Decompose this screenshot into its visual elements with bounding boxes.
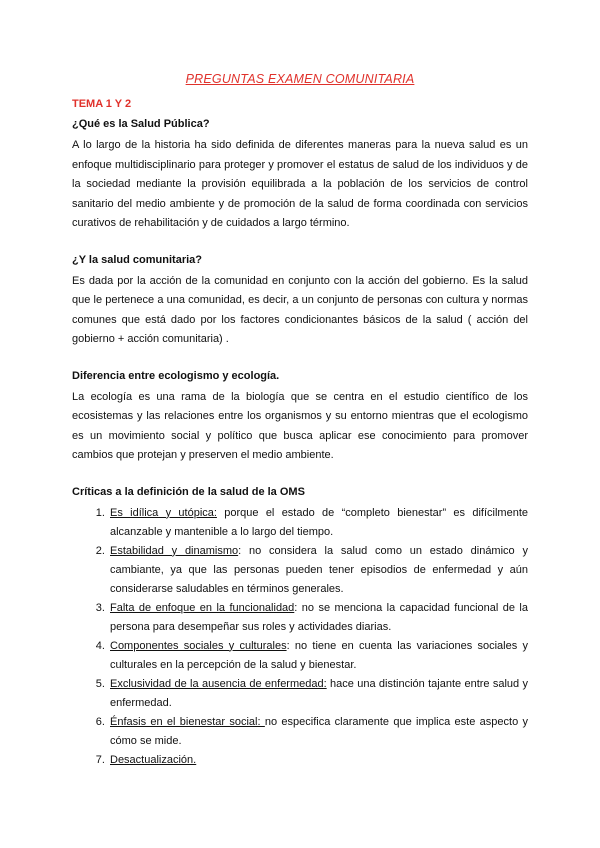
question-heading: ¿Y la salud comunitaria? (72, 253, 202, 266)
item-term: Componentes sociales y culturales (110, 639, 287, 652)
item-text: porque el estado de “completo bienestar” es difícilmente alcanzable y mantenible a lo largo del tiempo. (110, 506, 528, 538)
answer-paragraph: A lo largo de la historia ha sido definida de diferentes maneras para la nueva salud es un enfoque multidisciplinario para proteger y promover el estatus de salud de los individuos y de la sociedad mediante la provisión equilibrada a la población de los servicios de control sanitario del medio ambiente y de promoción de la salud de forma coordinada con servicios curativos de rehabilitación y de cuidados a largo término. (72, 139, 528, 229)
answer-paragraph: La ecología es una rama de la biología que se centra en el estudio científico de los ecosistemas y las relaciones entre los organismos y su entorno mientras que el ecologismo es un movimiento social y político que busca aplicar ese conocimiento para promover cambios que protejan y preserven el medio ambiente. (72, 390, 528, 461)
item-text: : no tiene en cuenta las variaciones sociales y culturales en la percepción de la salud y bienestar. (110, 639, 528, 671)
item-text: no especifica claramente que implica este aspecto y cómo se mide. (110, 715, 528, 747)
answer-paragraph: Es dada por la acción de la comunidad en conjunto con la acción del gobierno. Es la salud que le pertenece a una comunidad, es decir, a un conjunto de personas con cultura y normas comunes que está dado por los factores condicionantes básicos de la salud ( acción del gobierno + acción comunitaria) . (72, 274, 528, 345)
list-item (108, 599, 528, 637)
criticas-list (72, 504, 528, 770)
item-term: Es idílica y utópica: (110, 506, 217, 519)
item-text: hace una distinción tajante entre salud y enfermedad. (110, 677, 529, 709)
item-text: : no se menciona la capacidad funcional de la persona para desempeñar sus roles y actividades diarias. (110, 601, 528, 633)
list-item (108, 751, 528, 770)
item-term: Exclusividad de la ausencia de enfermedad: (110, 677, 327, 690)
question-heading: Diferencia entre ecologismo y ecología. (72, 369, 280, 382)
list-item (108, 542, 528, 599)
list-item (108, 637, 528, 675)
list-item (108, 504, 528, 542)
criticas-heading: Críticas a la definición de la salud de la OMS (72, 485, 305, 498)
item-term: Estabilidad y dinamismo (110, 544, 239, 557)
page-title: PREGUNTAS EXAMEN COMUNITARIA (185, 72, 415, 86)
section-label: TEMA 1 Y 2 (72, 98, 132, 110)
item-term: Énfasis en el bienestar social: (110, 715, 265, 728)
item-text: : no considera la salud como un estado dinámico y cambiante, ya que las personas pueden tener episodios de enfermedad y aún considerarse saludables en términos generales. (110, 544, 528, 595)
list-item (108, 675, 528, 713)
question-heading: ¿Qué es la Salud Pública? (72, 118, 210, 130)
item-term: Falta de enfoque en la funcionalidad (110, 601, 295, 614)
item-term: Desactualización. (110, 753, 197, 766)
list-item (108, 713, 528, 751)
